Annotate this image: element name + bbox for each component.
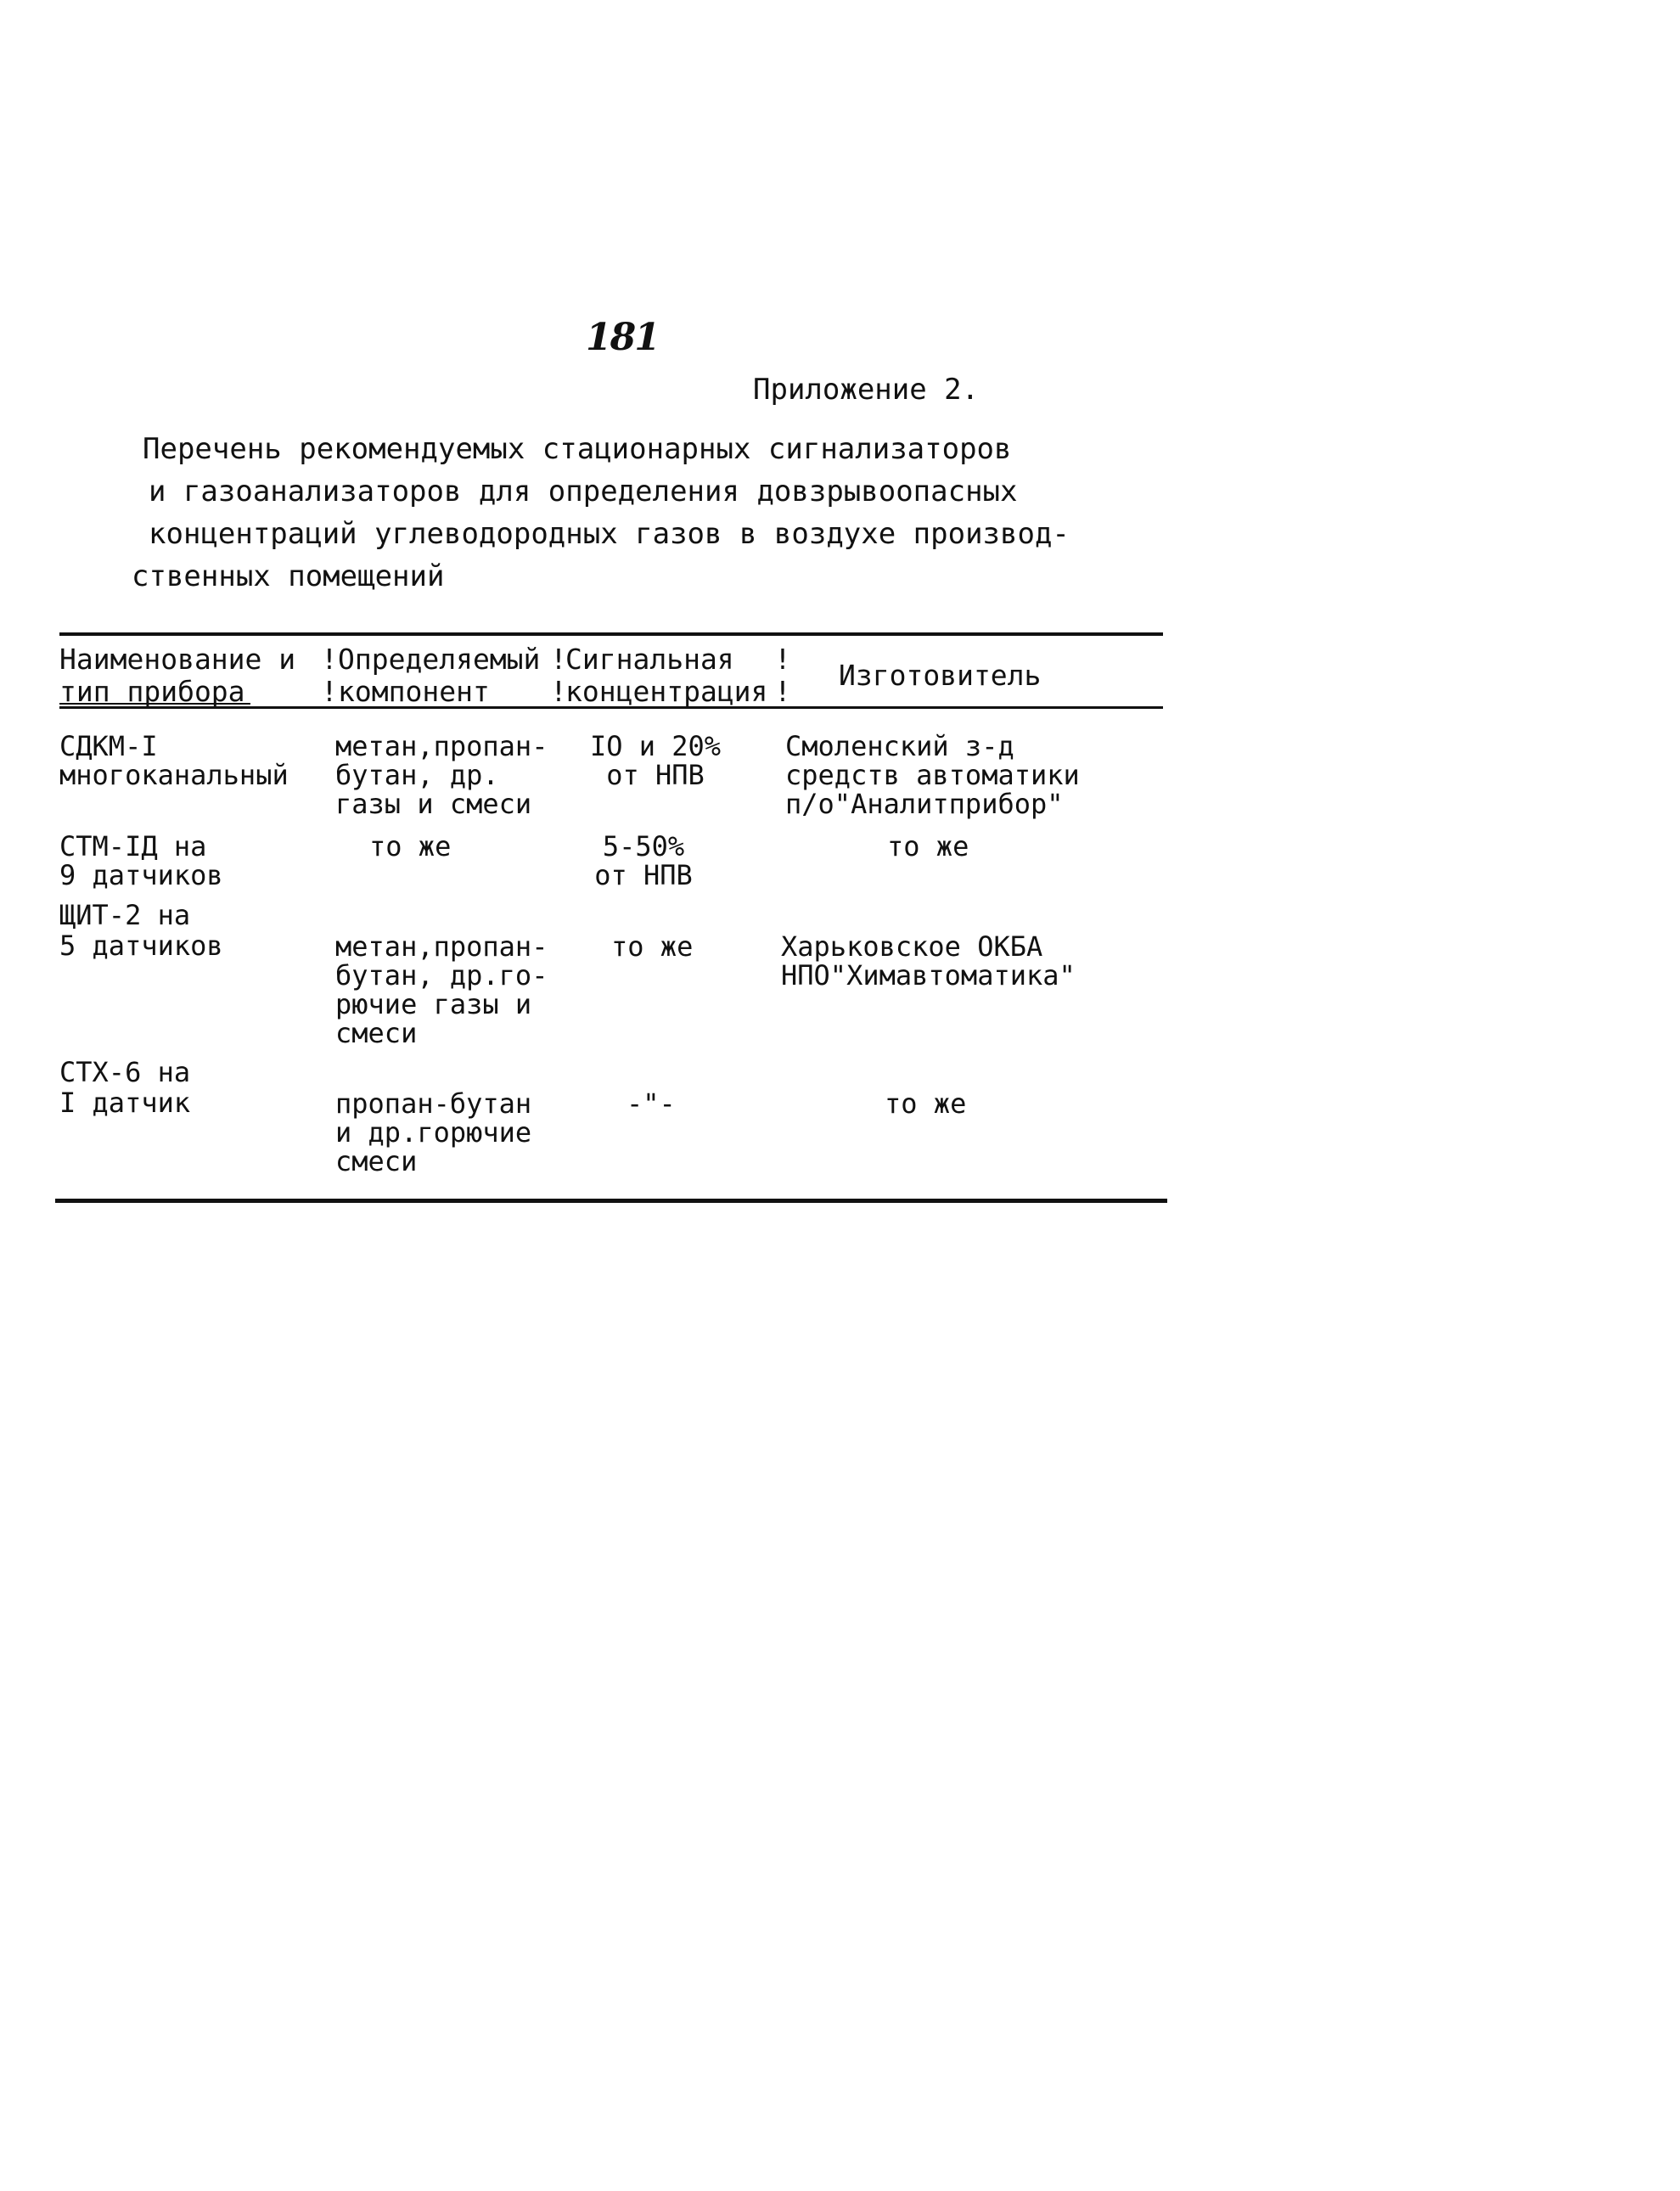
table-bottom-rule — [55, 1199, 1167, 1203]
row4-manufacturer: то же — [885, 1087, 967, 1120]
header-manufacturer: Изготовитель — [839, 659, 1042, 692]
row4-device: СТХ-6 на I датчик — [59, 1056, 191, 1119]
row2-concentration: 5-50% от НПВ — [594, 830, 693, 891]
header-sep-3: ! — [774, 643, 791, 676]
row1-device: СДКМ-I многоканальный — [59, 730, 289, 791]
title-line-2: и газоанализаторов для определения довзрывоопасных — [149, 475, 1018, 508]
row1-component: метан,пропан- бутан, др. газы и смеси — [335, 730, 548, 820]
row3-component: метан,пропан- бутан, др.го- рючие газы и смеси — [335, 930, 548, 1049]
header-sep-2b: ! — [550, 675, 567, 708]
row3-device: ЩИТ-2 на 5 датчиков — [59, 899, 223, 962]
title-line-3: концентраций углеводородных газов в воздухе производ- — [149, 517, 1070, 551]
header-sep-3b: ! — [774, 675, 791, 708]
title-line-1: Перечень рекомендуемых стационарных сигнализаторов — [143, 432, 1012, 466]
header-sep-2: ! — [550, 643, 567, 676]
table-top-rule — [59, 632, 1163, 636]
header-device: Наименование и тип прибора — [59, 643, 296, 708]
row2-device: СТМ-IД на 9 датчиков — [59, 830, 223, 891]
row3-concentration: то же — [611, 930, 694, 963]
row3-manufacturer: Харьковское ОКБА НПО"Химавтоматика" — [781, 930, 1076, 992]
row2-component: то же — [369, 830, 452, 862]
header-component: Определяемый компонент — [338, 643, 541, 708]
row4-concentration: -"- — [626, 1087, 676, 1120]
header-sep-1b: ! — [321, 675, 338, 708]
row2-manufacturer: то же — [887, 830, 969, 862]
row1-manufacturer: Смоленский з-д средств автоматики п/о"Аналитприбор" — [785, 730, 1080, 820]
row1-concentration: IO и 20% от НПВ — [589, 730, 722, 791]
title-line-4: ственных помещений — [132, 559, 445, 593]
header-sep-1: ! — [321, 643, 338, 676]
appendix-label: Приложение 2. — [753, 373, 980, 407]
page-number: 181 — [586, 316, 659, 359]
row4-component: пропан-бутан и др.горючие смеси — [335, 1087, 532, 1177]
header-concentration: Сигнальная концентрация — [565, 643, 768, 708]
